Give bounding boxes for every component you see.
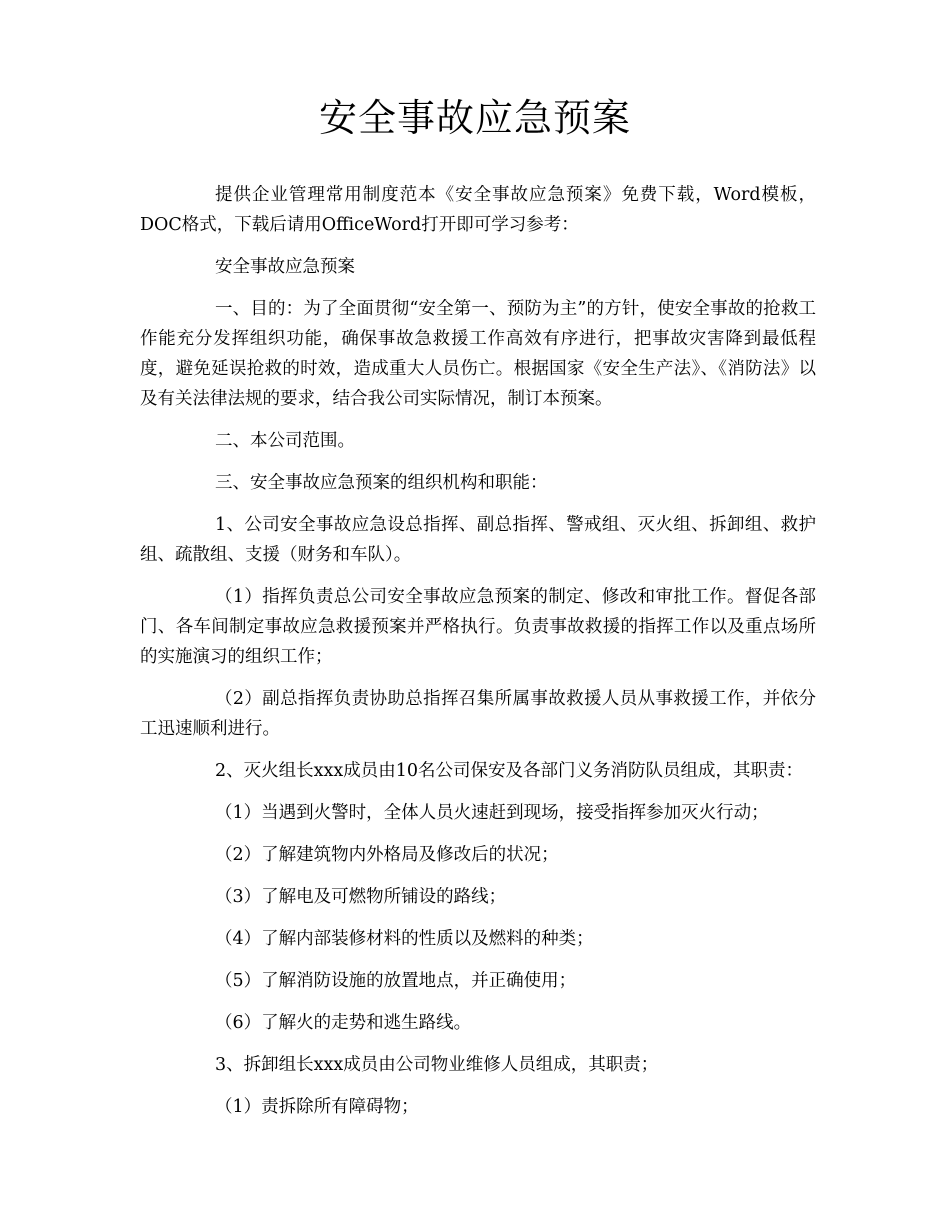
organization-heading: 三、安全事故应急预案的组织机构和职能： <box>215 473 548 493</box>
firefighting-duty-6: （6）了解火的走势和逃生路线。 <box>215 1013 472 1033</box>
purpose-paragraph: 一、目的：为了全面贯彻“安全第一、预防为主”的方针，使安全事故的抢救工作能充分发挥组织功能，确保事故急救援工作高效有序进行，把事故灾害降到最低程度，避免延误抢救的时效，造成重大人员伤亡。根据国家《安全生产法》、《消防法》以及有关法律法规的要求，结合我公司实际情况，制订本预案。 <box>140 299 816 409</box>
dismantling-duty-1: （1）责拆除所有障碍物； <box>215 1097 419 1117</box>
document-title: 安全事故应急预案 <box>318 96 631 140</box>
firefighting-duty-2: （2）了解建筑物内外格局及修改后的状况； <box>215 845 559 865</box>
intro-paragraph: 提供企业管理常用制度范本《安全事故应急预案》免费下载，Word模板，DOC格式，下载后请用OfficeWord打开即可学习参考： <box>140 185 816 235</box>
commander-duty-1: （1）指挥负责总公司安全事故应急预案的制定、修改和审批工作。督促各部门、各车间制定事故应急救援预案并严格执行。负责事故救援的指挥工作以及重点场所的实施演习的组织工作； <box>140 587 816 667</box>
firefighting-group-paragraph: 2、灭火组长xxx成员由10名公司保安及各部门义务消防队员组成，其职责： <box>215 761 804 781</box>
document-body <box>140 180 816 1134</box>
dismantling-group-paragraph: 3、拆卸组长xxx成员由公司物业维修人员组成，其职责； <box>215 1055 659 1075</box>
firefighting-duty-3: （3）了解电及可燃物所铺设的路线； <box>215 887 507 907</box>
firefighting-duty-4: （4）了解内部装修材料的性质以及燃料的种类； <box>215 929 594 949</box>
organization-item-1: 1、公司安全事故应急设总指挥、副总指挥、警戒组、灭火组、拆卸组、救护组、疏散组、支援（财务和车队）。 <box>140 515 816 565</box>
firefighting-duty-1: （1）当遇到火警时，全体人员火速赶到现场，接受指挥参加灭火行动； <box>215 803 769 823</box>
subtitle-paragraph: 安全事故应急预案 <box>215 257 355 277</box>
scope-paragraph: 二、本公司范围。 <box>215 431 355 451</box>
firefighting-duty-5: （5）了解消防设施的放置地点，并正确使用； <box>215 971 577 991</box>
commander-duty-2: （2）副总指挥负责协助总指挥召集所属事故救援人员从事救援工作，并依分工迅速顺利进行。 <box>140 689 816 739</box>
